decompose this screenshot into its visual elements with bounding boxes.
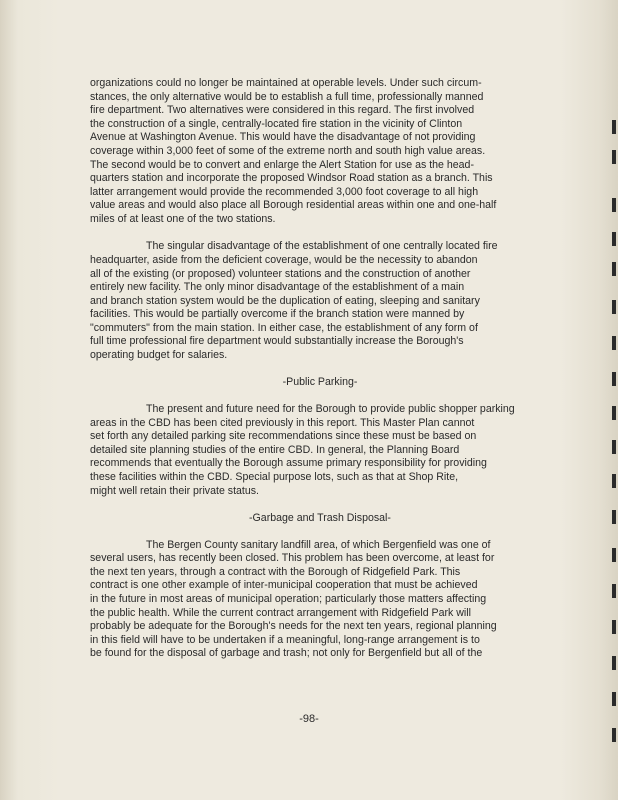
binding-mark xyxy=(612,584,616,598)
paragraph-2 xyxy=(90,240,550,362)
text-line: probably be adequate for the Borough's needs for the next ten years, regional planning xyxy=(90,620,497,633)
text-line: full time professional fire department would substantially increase the Borough's xyxy=(90,335,464,348)
text-line: facilities. This would be partially overcome if the branch station were manned by xyxy=(90,308,465,321)
binding-mark xyxy=(612,120,616,134)
text-line: quarters station and incorporate the proposed Windsor Road station as a branch. This xyxy=(90,172,493,185)
section-heading-public-parking: -Public Parking- xyxy=(282,376,358,389)
text-line: the public health. While the current contract arrangement with Ridgefield Park will xyxy=(90,606,471,619)
binding-mark xyxy=(612,474,616,488)
binding-mark xyxy=(612,440,616,454)
binding-mark xyxy=(612,510,616,524)
text-line: in the future in most areas of municipal operation; particularly those matters affecting xyxy=(90,592,487,605)
text-line: entirely new facility. The only minor disadvantage of the establishment of a main xyxy=(90,281,465,294)
text-line: these facilities within the CBD. Special purpose lots, such as that at Shop Rite, xyxy=(90,471,459,484)
paragraph-4 xyxy=(90,539,550,661)
text-line: fire department. Two alternatives were considered in this regard. The first involved xyxy=(90,104,475,117)
text-line: the construction of a single, centrally-located fire station in the vicinity of Clinton xyxy=(90,117,463,130)
text-line: operating budget for salaries. xyxy=(90,349,228,362)
text-line: headquarter, aside from the deficient coverage, would be the necessity to abandon xyxy=(90,253,478,266)
text-line: latter arrangement would provide the recommended 3,000 foot coverage to all high xyxy=(90,185,479,198)
text-line: The singular disadvantage of the establishment of one centrally located fire xyxy=(146,240,498,253)
text-line: value areas and would also place all Borough residential areas within one and one-half xyxy=(90,199,497,212)
text-line: The Bergen County sanitary landfill area, of which Bergenfield was one of xyxy=(146,538,491,551)
text-line: set forth any detailed parking site recommendations since these must be based on xyxy=(90,430,477,443)
text-line: organizations could no longer be maintained at operable levels. Under such circum- xyxy=(90,77,482,89)
paragraph-3 xyxy=(90,403,550,498)
binding-mark xyxy=(612,150,616,164)
binding-mark xyxy=(612,300,616,314)
binding-mark xyxy=(612,548,616,562)
body-text xyxy=(90,77,550,675)
text-line: areas in the CBD has been cited previously in this report. This Master Plan cannot xyxy=(90,416,475,429)
text-line: coverage within 3,000 feet of some of the extreme north and south high value areas. xyxy=(90,144,486,157)
paragraph-1 xyxy=(90,77,550,227)
text-line: the next ten years, through a contract with the Borough of Ridgefield Park. This xyxy=(90,565,461,578)
text-line: be found for the disposal of garbage and trash; not only for Bergenfield but all of the xyxy=(90,647,483,660)
text-line: "commuters" from the main station. In either case, the establishment of any form of xyxy=(90,321,478,334)
text-line: several users, has recently been closed. This problem has been overcome, at least for xyxy=(90,552,495,565)
binding-mark xyxy=(612,336,616,350)
text-line: The second would be to convert and enlarge the Alert Station for use as the head- xyxy=(90,158,474,171)
section-heading-garbage-disposal: -Garbage and Trash Disposal- xyxy=(249,512,391,525)
binding-mark xyxy=(612,262,616,276)
binding-mark xyxy=(612,372,616,386)
text-line: The present and future need for the Borough to provide public shopper parking xyxy=(146,403,515,416)
binding-mark xyxy=(612,692,616,706)
binding-mark xyxy=(612,656,616,670)
text-line: stances, the only alternative would be to establish a full time, professionally manned xyxy=(90,90,484,103)
text-line: detailed site planning studies of the entire CBD. In general, the Planning Board xyxy=(90,443,460,456)
text-line: all of the existing (or proposed) volunteer stations and the construction of another xyxy=(90,267,471,280)
page-number: -98- xyxy=(299,713,319,725)
text-line: and branch station system would be the duplication of eating, sleeping and sanitary xyxy=(90,294,480,307)
text-line: Avenue at Washington Avenue. This would have the disadvantage of not providing xyxy=(90,131,476,144)
text-line: recommends that eventually the Borough assume primary responsibility for providing xyxy=(90,457,487,470)
binding-mark xyxy=(612,728,616,742)
text-line: contract is one other example of inter-municipal cooperation that must be achieved xyxy=(90,579,478,592)
binding-mark xyxy=(612,198,616,212)
text-line: might well retain their private status. xyxy=(90,484,259,497)
binding-mark xyxy=(612,232,616,246)
text-line: miles of at least one of the two stations. xyxy=(90,212,276,225)
binding-mark xyxy=(612,406,616,420)
text-line: in this field will have to be undertaken if a meaningful, long-range arrangement is to xyxy=(90,633,480,646)
binding-mark xyxy=(612,620,616,634)
